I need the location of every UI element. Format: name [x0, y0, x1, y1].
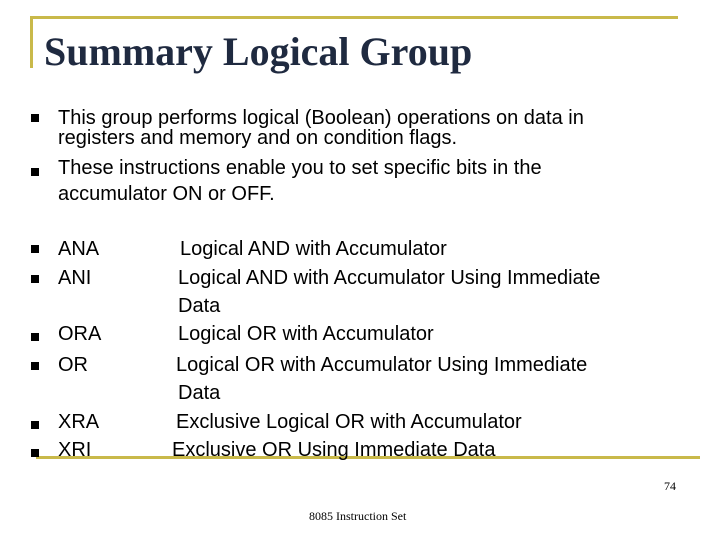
mnemonic-ora: ORA: [58, 323, 102, 345]
intro-1-line-1: This group performs logical (Boolean) operations on data in: [58, 107, 584, 129]
bullet-icon: [31, 333, 39, 341]
desc-xra: Exclusive Logical OR with Accumulator: [176, 411, 522, 433]
bullet-icon: [31, 421, 39, 429]
desc-or-line-1: Logical OR with Accumulator Using Immediate: [176, 354, 588, 376]
mnemonic-ana: ANA: [58, 238, 100, 260]
page-number: 74: [664, 479, 676, 493]
mnemonic-xri: XRI: [58, 439, 92, 461]
mnemonic-or: OR: [58, 354, 88, 376]
mnemonic-ani: ANI: [58, 267, 92, 289]
desc-ani-line-2: Data: [178, 295, 221, 317]
bullet-icon: [31, 114, 39, 122]
footer-text: 8085 Instruction Set: [309, 509, 407, 523]
desc-ora: Logical OR with Accumulator: [178, 323, 434, 345]
frame-top-line: [30, 16, 678, 19]
mnemonic-xra: XRA: [58, 411, 100, 433]
bullet-icon: [31, 168, 39, 176]
desc-ana: Logical AND with Accumulator: [180, 238, 447, 260]
bullet-icon: [31, 362, 39, 370]
desc-or-line-2: Data: [178, 382, 221, 404]
intro-2-line-2: accumulator ON or OFF.: [58, 183, 275, 205]
desc-ani-line-1: Logical AND with Accumulator Using Immediate: [178, 267, 601, 289]
bullet-icon: [31, 275, 39, 283]
intro-1-line-2: registers and memory and on condition flags.: [58, 127, 458, 149]
slide-title: Summary Logical Group: [44, 29, 473, 74]
desc-xri: Exclusive OR Using Immediate Data: [172, 439, 496, 461]
intro-2-line-1: These instructions enable you to set specific bits in the: [58, 157, 542, 179]
frame-left-line: [30, 16, 33, 68]
bullet-icon: [31, 245, 39, 253]
bullet-icon: [31, 449, 39, 457]
